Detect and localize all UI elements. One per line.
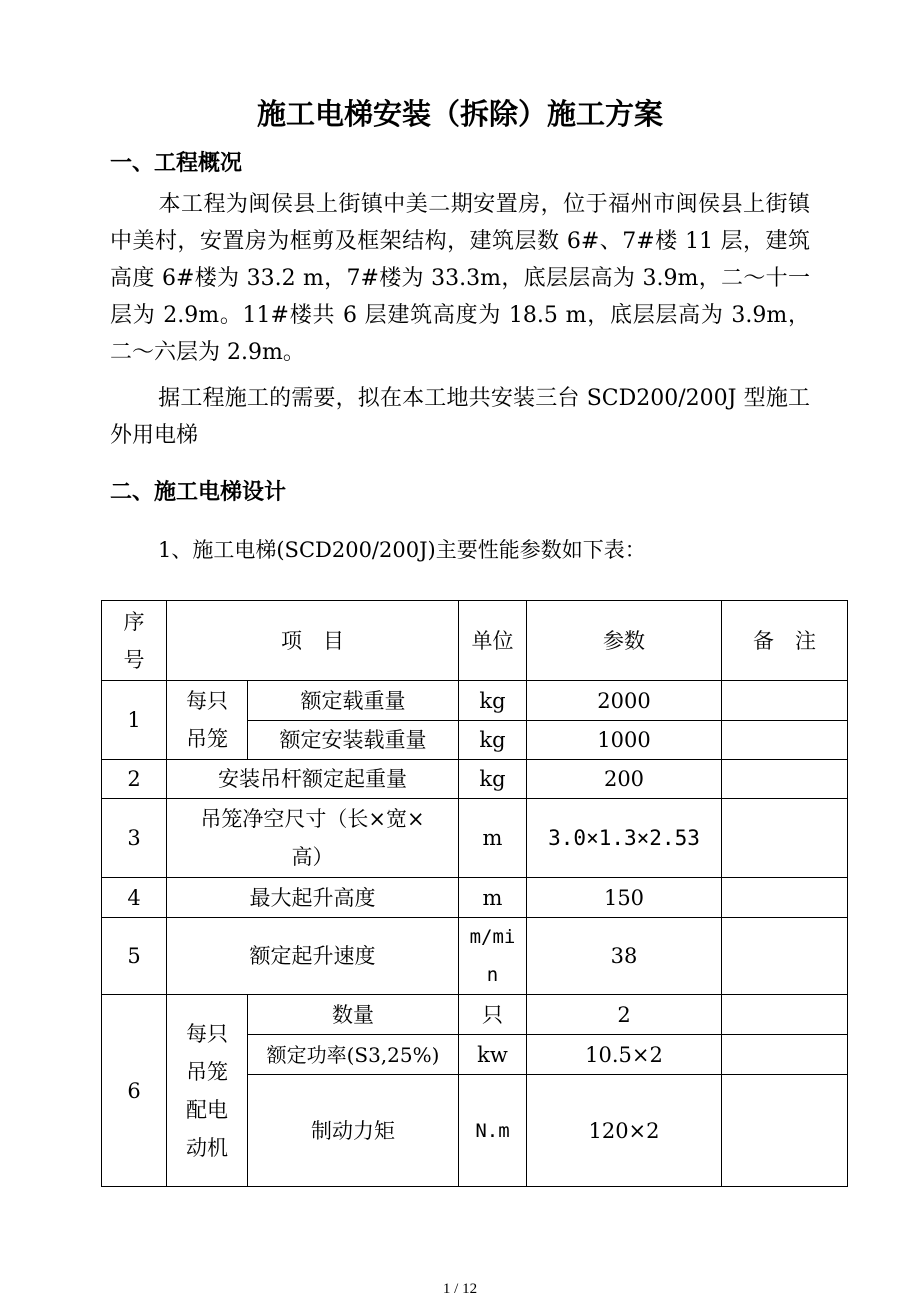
row-note	[722, 918, 848, 995]
row-note	[722, 799, 848, 878]
row-note	[722, 1035, 848, 1075]
table-row	[102, 878, 848, 918]
row-unit: 只	[459, 995, 527, 1035]
row-group: 每只吊笼	[167, 681, 248, 760]
header-note: 备 注	[722, 601, 848, 681]
row-no: 2	[102, 760, 167, 799]
row-no: 5	[102, 918, 167, 995]
installation-paragraph	[110, 380, 810, 454]
row-param: 120×2	[527, 1075, 722, 1187]
row-unit: kg	[459, 760, 527, 799]
row-param: 2000	[527, 681, 722, 721]
row-unit: m	[459, 799, 527, 878]
row-item: 制动力矩	[248, 1075, 459, 1187]
header-param: 参数	[527, 601, 722, 681]
row-item: 额定起升速度	[167, 918, 459, 995]
row-item: 数量	[248, 995, 459, 1035]
row-param: 3.0×1.3×2.53	[527, 799, 722, 878]
table-row	[102, 681, 848, 721]
row-unit: m/min	[459, 918, 527, 995]
row-unit: kw	[459, 1035, 527, 1075]
header-item: 项 目	[167, 601, 459, 681]
table-header-row	[102, 601, 848, 681]
spec-table	[101, 600, 848, 1187]
row-note	[722, 995, 848, 1035]
row-note	[722, 721, 848, 760]
page-number: 1 / 12	[442, 1281, 478, 1297]
row-item: 额定功率(S3,25%)	[248, 1035, 459, 1075]
row-param: 150	[527, 878, 722, 918]
row-item: 额定载重量	[248, 681, 459, 721]
overview-text: 本工程为闽侯县上街镇中美二期安置房，位于福州市闽侯县上街镇中美村，安置房为框剪及框架结构，建筑层数 6#、7#楼 11 层，建筑高度 6#楼为 33.2 m，7#楼为 33.3m，底层层高为 3.9m，二～十一层为 2.9m。11#楼共 6 层建筑高度为 18.5 m，底层层高为 3.9m，二～六层为 2.9m。	[110, 192, 810, 365]
row-note	[722, 1075, 848, 1187]
row-param: 1000	[527, 721, 722, 760]
row-item: 额定安装载重量	[248, 721, 459, 760]
table-row	[102, 918, 848, 995]
table-row	[102, 760, 848, 799]
row-no: 3	[102, 799, 167, 878]
row-item: 安装吊杆额定起重量	[167, 760, 459, 799]
section-heading-design: 二、施工电梯设计	[110, 480, 287, 505]
row-param: 10.5×2	[527, 1035, 722, 1075]
row-no: 6	[102, 995, 167, 1187]
row-param: 38	[527, 918, 722, 995]
table-caption: 1、施工电梯(SCD200/200J)主要性能参数如下表：	[158, 538, 646, 562]
row-unit: m	[459, 878, 527, 918]
row-no: 1	[102, 681, 167, 760]
header-unit: 单位	[459, 601, 527, 681]
row-unit: kg	[459, 681, 527, 721]
document-title: 施工电梯安装（拆除）施工方案	[256, 97, 663, 131]
row-param: 200	[527, 760, 722, 799]
section-heading-overview: 一、工程概况	[110, 151, 243, 176]
row-note	[722, 681, 848, 721]
row-param: 2	[527, 995, 722, 1035]
row-unit: kg	[459, 721, 527, 760]
row-note	[722, 878, 848, 918]
row-no: 4	[102, 878, 167, 918]
row-unit: N.m	[459, 1075, 527, 1187]
row-group: 每只吊笼配电动机	[167, 995, 248, 1187]
row-item: 最大起升高度	[167, 878, 459, 918]
row-note	[722, 760, 848, 799]
header-no: 序号	[102, 601, 167, 681]
overview-paragraph	[110, 186, 810, 371]
row-item: 吊笼净空尺寸（长×宽×高）	[167, 799, 459, 878]
table-row	[102, 799, 848, 878]
installation-text: 据工程施工的需要，拟在本工地共安装三台 SCD200/200J 型施工外用电梯	[110, 386, 810, 448]
table-row	[102, 995, 848, 1035]
